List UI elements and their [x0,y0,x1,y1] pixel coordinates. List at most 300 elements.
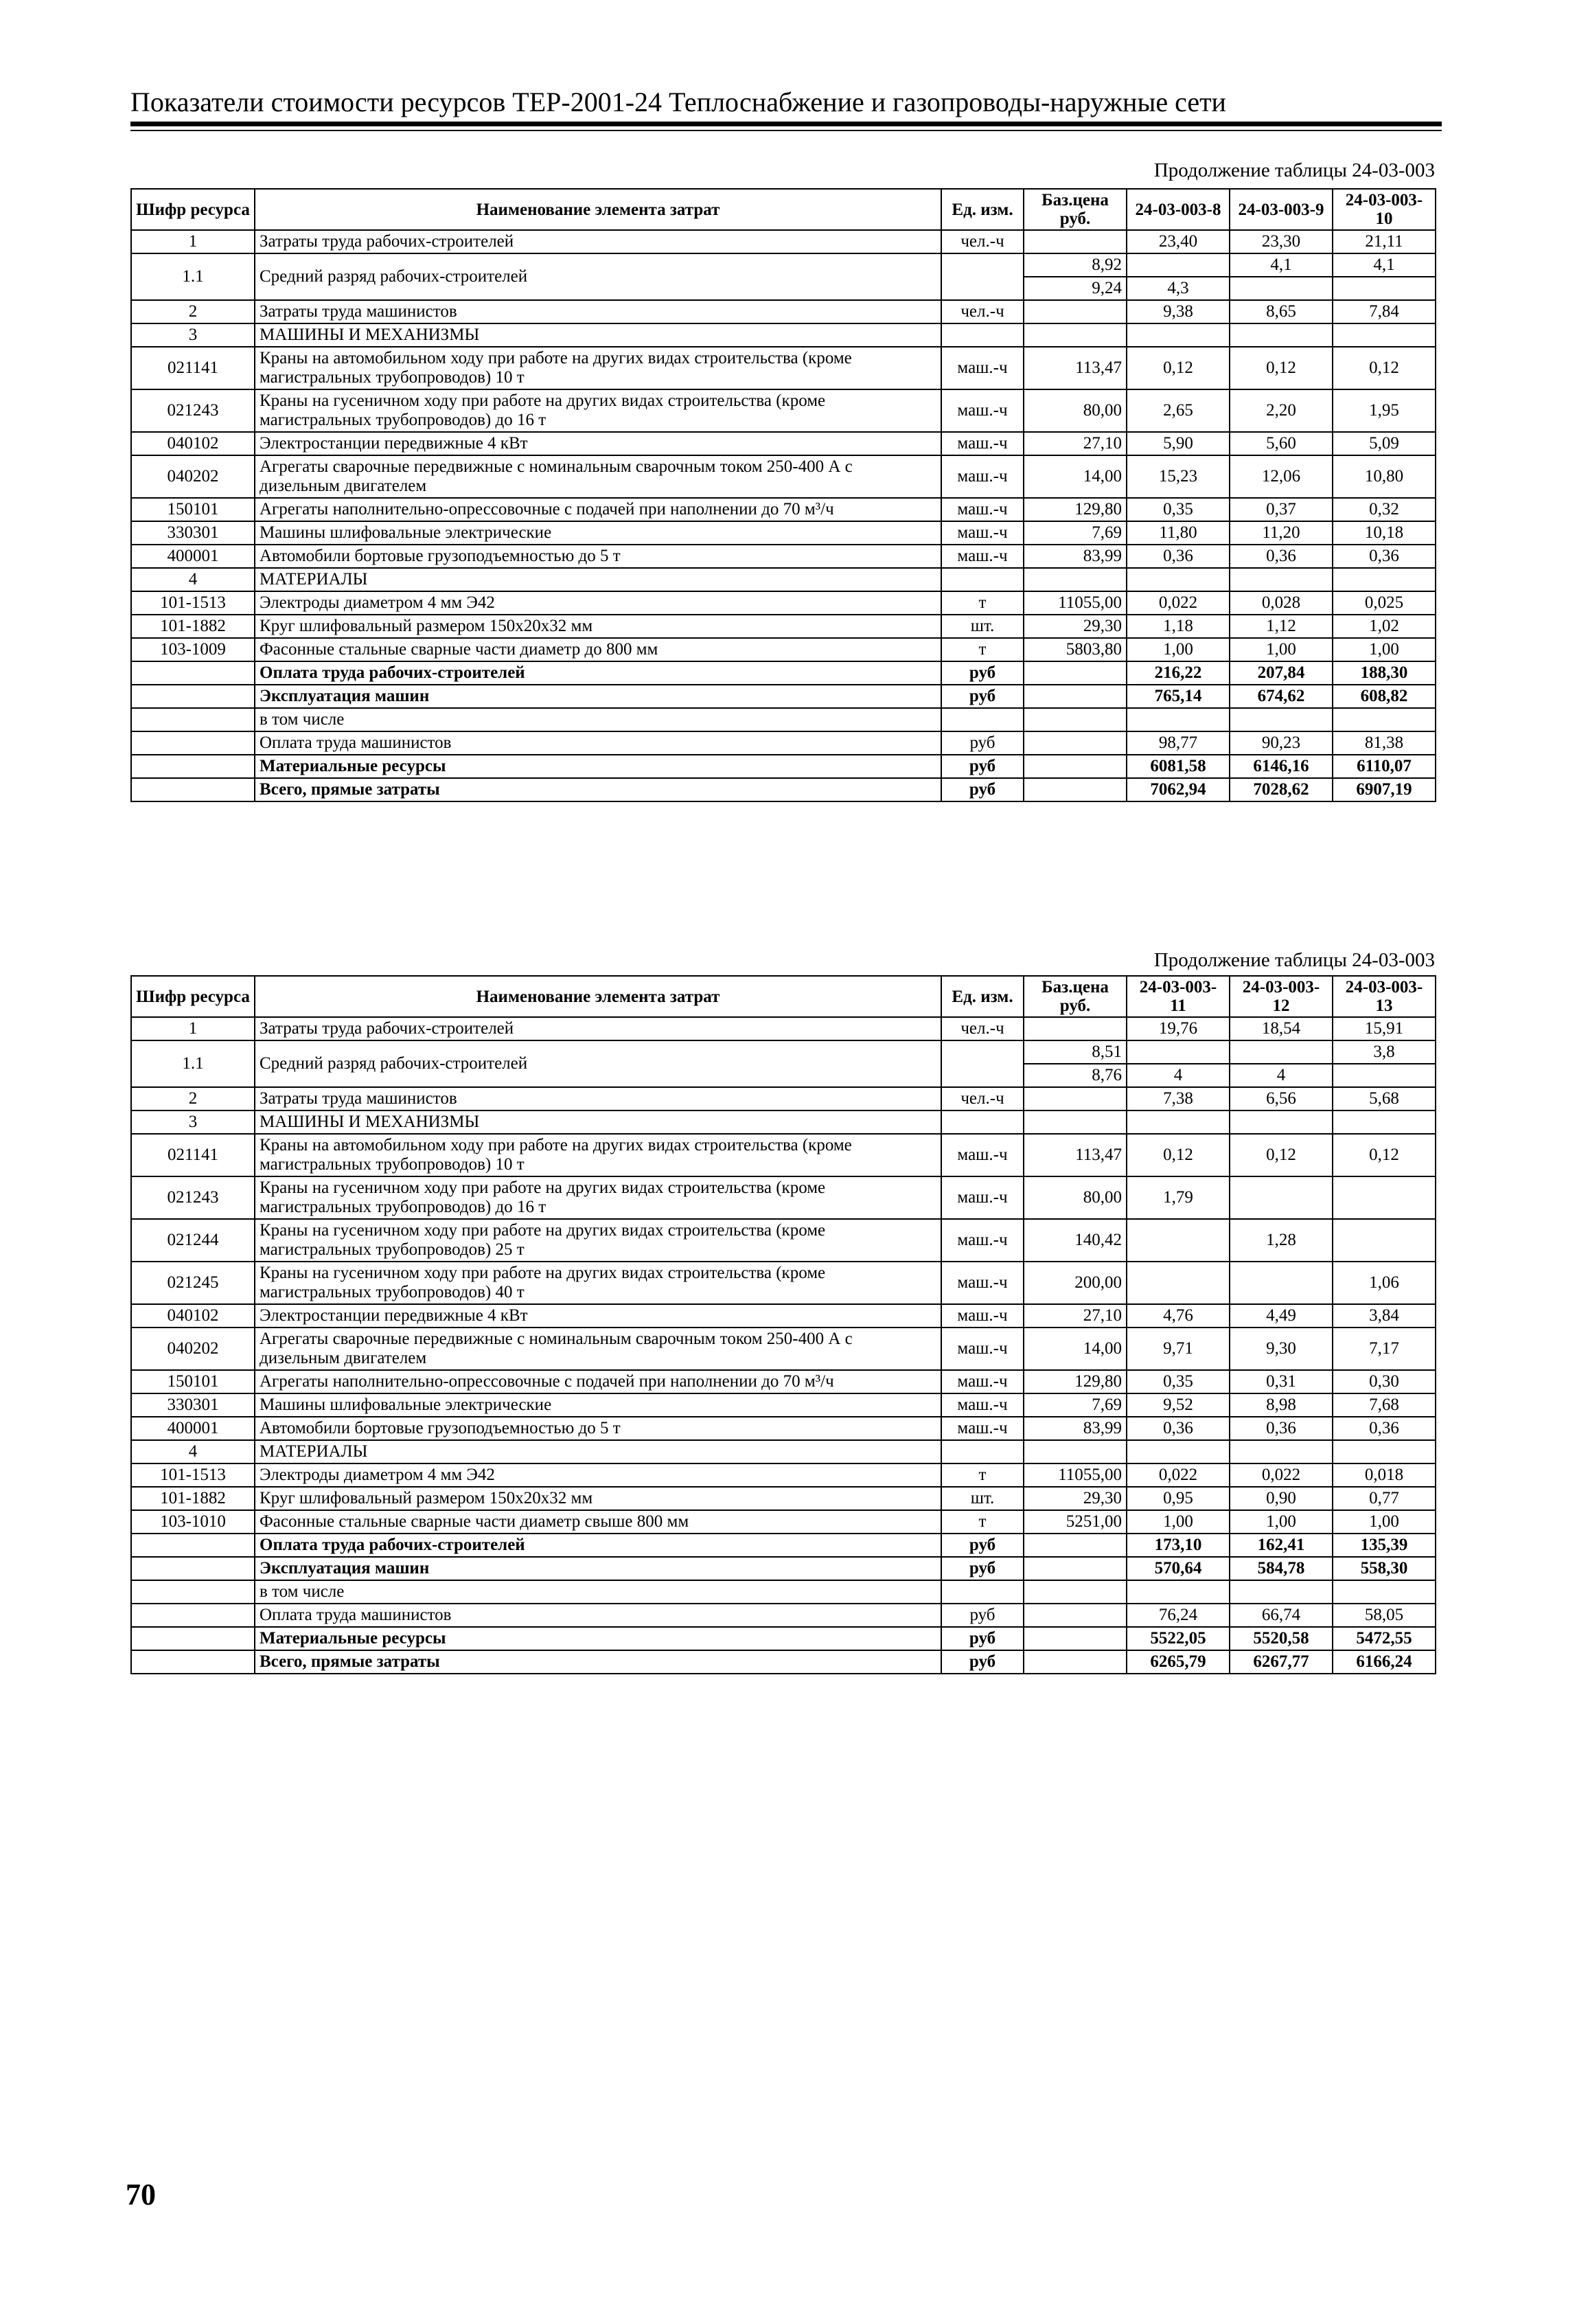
resource-code-cell: 2 [131,1087,255,1110]
value-cell: 19,76 [1127,1017,1230,1040]
value-cell: 8,65 [1230,300,1333,323]
value-cell: 6166,24 [1333,1650,1436,1674]
base-price-cell: 113,47 [1024,347,1127,389]
base-price-cell: 5803,80 [1024,638,1127,661]
table-row [131,661,1436,685]
table-row [131,455,1436,498]
value-cell: 558,30 [1333,1557,1436,1580]
cost-element-name-cell: Краны на гусеничном ходу при работе на других видах строительства (кроме магистральных трубопроводов) 25 т [255,1219,941,1262]
cost-element-name-cell: Электроды диаметром 4 мм Э42 [255,591,941,615]
value-cell: 7,84 [1333,300,1436,323]
unit-cell: т [941,1510,1024,1534]
value-cell: 5,68 [1333,1087,1436,1110]
value-cell: 4,1 [1230,253,1333,277]
base-price-cell: 11055,00 [1024,1463,1127,1487]
table-row [131,1370,1436,1393]
base-price-cell [1024,1580,1127,1604]
base-price-cell [1024,731,1127,755]
cost-element-name-cell: Средний разряд рабочих-строителей [255,1040,941,1087]
value-cell: 21,11 [1333,230,1436,253]
table-row [131,778,1436,801]
value-cell: 15,91 [1333,1017,1436,1040]
resource-code-cell: 400001 [131,545,255,568]
value-cell: 6267,77 [1230,1650,1333,1674]
resource-code-cell [131,1534,255,1557]
header-rule-thin [130,130,1442,131]
value-cell [1230,277,1333,300]
value-cell: 1,00 [1127,638,1230,661]
value-cell [1230,1110,1333,1134]
value-cell [1333,1176,1436,1219]
base-price-cell [1024,755,1127,778]
unit-cell: чел.-ч [941,1017,1024,1040]
unit-cell: маш.-ч [941,432,1024,455]
unit-cell: руб [941,731,1024,755]
value-cell: 0,12 [1230,1134,1333,1176]
cost-element-name-cell: Эксплуатация машин [255,685,941,708]
value-cell: 135,39 [1333,1534,1436,1557]
value-cell: 18,54 [1230,1017,1333,1040]
base-price-cell: 29,30 [1024,1487,1127,1510]
table-row [131,389,1436,432]
table-row [131,1262,1436,1304]
unit-cell: руб [941,661,1024,685]
unit-cell: маш.-ч [941,1417,1024,1440]
base-price-cell: 29,30 [1024,615,1127,638]
value-cell: 1,12 [1230,615,1333,638]
base-price-cell: 7,69 [1024,1393,1127,1417]
base-price-cell: 129,80 [1024,1370,1127,1393]
value-cell: 0,32 [1333,498,1436,521]
cost-element-name-cell: Краны на гусеничном ходу при работе на других видах строительства (кроме магистральных трубопроводов) до 16 т [255,389,941,432]
value-cell: 765,14 [1127,685,1230,708]
unit-cell: руб [941,1650,1024,1674]
unit-cell [941,1440,1024,1463]
value-cell: 9,71 [1127,1328,1230,1370]
base-price-cell [1024,685,1127,708]
table-row [131,1393,1436,1417]
value-cell: 0,36 [1230,545,1333,568]
value-cell: 7028,62 [1230,778,1333,801]
value-cell: 9,52 [1127,1393,1230,1417]
cost-element-name-cell: Затраты труда машинистов [255,1087,941,1110]
cost-element-name-cell: Машины шлифовальные электрические [255,521,941,545]
value-cell [1230,1580,1333,1604]
value-cell: 4,3 [1127,277,1230,300]
value-cell [1127,1440,1230,1463]
table-row [131,638,1436,661]
resource-code-cell [131,685,255,708]
resource-code-cell [131,708,255,731]
value-cell [1230,1440,1333,1463]
unit-cell: маш.-ч [941,545,1024,568]
resource-code-cell [131,778,255,801]
table-row [131,323,1436,347]
value-cell: 1,06 [1333,1262,1436,1304]
resource-code-cell: 021141 [131,1134,255,1176]
table-row [131,1040,1436,1064]
base-price-cell: 80,00 [1024,389,1127,432]
value-cell: 98,77 [1127,731,1230,755]
column-header: Баз.цена руб. [1024,976,1127,1017]
table-header-row [131,189,1436,230]
base-price-cell: 80,00 [1024,1176,1127,1219]
unit-cell [941,323,1024,347]
resource-code-cell: 103-1009 [131,638,255,661]
value-cell: 0,36 [1127,1417,1230,1440]
base-price-cell [1024,1627,1127,1650]
value-cell: 570,64 [1127,1557,1230,1580]
value-cell: 0,12 [1230,347,1333,389]
column-header: Баз.цена руб. [1024,189,1127,230]
resource-code-cell: 101-1513 [131,591,255,615]
value-cell: 6146,16 [1230,755,1333,778]
resource-code-cell: 1.1 [131,1040,255,1087]
cost-element-name-cell: Всего, прямые затраты [255,778,941,801]
table-row [131,1580,1436,1604]
cost-element-name-cell: МАШИНЫ И МЕХАНИЗМЫ [255,1110,941,1134]
unit-cell: т [941,638,1024,661]
resource-code-cell: 021245 [131,1262,255,1304]
cost-element-name-cell: Краны на гусеничном ходу при работе на других видах строительства (кроме магистральных трубопроводов) 40 т [255,1262,941,1304]
value-cell: 6907,19 [1333,778,1436,801]
base-price-cell [1024,708,1127,731]
table-row [131,568,1436,591]
cost-element-name-cell: Оплата труда рабочих-строителей [255,661,941,685]
value-cell [1127,568,1230,591]
value-cell: 0,022 [1127,591,1230,615]
unit-cell [941,253,1024,300]
value-cell: 90,23 [1230,731,1333,755]
base-price-cell: 14,00 [1024,1328,1127,1370]
value-cell: 0,028 [1230,591,1333,615]
value-cell: 674,62 [1230,685,1333,708]
base-price-cell [1024,1440,1127,1463]
value-cell [1333,323,1436,347]
resource-code-cell: 150101 [131,1370,255,1393]
unit-cell: маш.-ч [941,1176,1024,1219]
value-cell: 207,84 [1230,661,1333,685]
table-row [131,1510,1436,1534]
column-header: Наименование элемента затрат [255,189,941,230]
value-cell: 0,30 [1333,1370,1436,1393]
value-cell: 11,20 [1230,521,1333,545]
column-header: 24-03-003-13 [1333,976,1436,1017]
table-row [131,1604,1436,1627]
table-row [131,1304,1436,1328]
value-cell: 1,00 [1333,1510,1436,1534]
unit-cell: маш.-ч [941,498,1024,521]
column-header: Наименование элемента затрат [255,976,941,1017]
base-price-cell: 27,10 [1024,432,1127,455]
table-row [131,1110,1436,1134]
base-price-cell [1024,1087,1127,1110]
value-cell: 1,00 [1230,1510,1333,1534]
value-cell: 6110,07 [1333,755,1436,778]
table-row [131,1534,1436,1557]
value-cell: 608,82 [1333,685,1436,708]
value-cell: 9,30 [1230,1328,1333,1370]
value-cell: 2,20 [1230,389,1333,432]
value-cell: 0,018 [1333,1463,1436,1487]
value-cell: 9,38 [1127,300,1230,323]
table-row [131,521,1436,545]
value-cell: 0,36 [1333,545,1436,568]
cost-element-name-cell: Круг шлифовальный размером 150х20х32 мм [255,615,941,638]
value-cell: 0,025 [1333,591,1436,615]
unit-cell: маш.-ч [941,347,1024,389]
cost-element-name-cell: Средний разряд рабочих-строителей [255,253,941,300]
unit-cell [941,1110,1024,1134]
value-cell: 0,36 [1230,1417,1333,1440]
resource-code-cell [131,731,255,755]
value-cell: 4 [1127,1064,1230,1087]
value-cell: 5472,55 [1333,1627,1436,1650]
value-cell [1127,1580,1230,1604]
base-price-cell [1024,1017,1127,1040]
base-price-cell: 83,99 [1024,1417,1127,1440]
cost-element-name-cell: Затраты труда рабочих-строителей [255,1017,941,1040]
base-price-cell: 113,47 [1024,1134,1127,1176]
value-cell: 7062,94 [1127,778,1230,801]
value-cell: 1,00 [1230,638,1333,661]
unit-cell: руб [941,1604,1024,1627]
value-cell: 66,74 [1230,1604,1333,1627]
resource-code-cell: 040202 [131,1328,255,1370]
value-cell: 162,41 [1230,1534,1333,1557]
resource-table-2 [130,975,1436,1674]
base-price-cell: 200,00 [1024,1262,1127,1304]
value-cell: 0,37 [1230,498,1333,521]
resource-code-cell: 400001 [131,1417,255,1440]
value-cell [1127,1262,1230,1304]
resource-table-1 [130,188,1436,802]
table-row [131,615,1436,638]
unit-cell: маш.-ч [941,1328,1024,1370]
base-price-cell [1024,1110,1127,1134]
table-row [131,685,1436,708]
resource-code-cell: 330301 [131,1393,255,1417]
table-row [131,1134,1436,1176]
table-2-continuation: Продолжение таблицы 24-03-003 [1153,949,1435,971]
value-cell: 0,36 [1127,545,1230,568]
value-cell: 216,22 [1127,661,1230,685]
resource-code-cell: 040202 [131,455,255,498]
value-cell: 10,80 [1333,455,1436,498]
value-cell: 0,35 [1127,498,1230,521]
base-price-cell: 83,99 [1024,545,1127,568]
value-cell [1333,277,1436,300]
value-cell: 0,90 [1230,1487,1333,1510]
page-header [130,86,1442,131]
cost-element-name-cell: Всего, прямые затраты [255,1650,941,1674]
cost-element-name-cell: Материальные ресурсы [255,1627,941,1650]
table-row [131,1463,1436,1487]
cost-element-name-cell: Электростанции передвижные 4 кВт [255,1304,941,1328]
value-cell: 0,12 [1333,1134,1436,1176]
value-cell [1333,568,1436,591]
table-row [131,347,1436,389]
cost-element-name-cell: Машины шлифовальные электрические [255,1393,941,1417]
value-cell: 0,95 [1127,1487,1230,1510]
table-row [131,1650,1436,1674]
value-cell [1127,708,1230,731]
resource-code-cell: 040102 [131,1304,255,1328]
table-row [131,591,1436,615]
value-cell: 76,24 [1127,1604,1230,1627]
value-cell: 6265,79 [1127,1650,1230,1674]
header-rule [130,122,1442,126]
value-cell: 11,80 [1127,521,1230,545]
value-cell [1127,1110,1230,1134]
base-price-cell [1024,568,1127,591]
resource-code-cell: 330301 [131,521,255,545]
value-cell [1230,708,1333,731]
value-cell: 2,65 [1127,389,1230,432]
column-header: Ед. изм. [941,189,1024,230]
base-price-cell: 5251,00 [1024,1510,1127,1534]
resource-code-cell: 021243 [131,1176,255,1219]
page-number: 70 [126,2178,156,2211]
unit-cell: маш.-ч [941,1262,1024,1304]
base-price-cell [1024,1557,1127,1580]
value-cell [1230,1176,1333,1219]
value-cell: 5522,05 [1127,1627,1230,1650]
unit-cell [941,1580,1024,1604]
value-cell: 188,30 [1333,661,1436,685]
value-cell [1127,1219,1230,1262]
value-cell: 0,77 [1333,1487,1436,1510]
value-cell [1333,708,1436,731]
table-row [131,731,1436,755]
base-price-cell: 140,42 [1024,1219,1127,1262]
value-cell: 1,95 [1333,389,1436,432]
table-row [131,1176,1436,1219]
unit-cell: шт. [941,615,1024,638]
unit-cell: шт. [941,1487,1024,1510]
base-price-cell: 27,10 [1024,1304,1127,1328]
cost-element-name-cell: Оплата труда машинистов [255,1604,941,1627]
cost-element-name-cell: Автомобили бортовые грузоподъемностью до 5 т [255,545,941,568]
resource-code-cell: 021141 [131,347,255,389]
value-cell: 12,06 [1230,455,1333,498]
value-cell: 584,78 [1230,1557,1333,1580]
cost-element-name-cell: Фасонные стальные сварные части диаметр до 800 мм [255,638,941,661]
unit-cell: маш.-ч [941,1393,1024,1417]
cost-element-name-cell: Автомобили бортовые грузоподъемностью до 5 т [255,1417,941,1440]
table-row [131,498,1436,521]
base-price-cell [1024,323,1127,347]
resource-code-cell: 3 [131,1110,255,1134]
cost-element-name-cell: МАТЕРИАЛЫ [255,1440,941,1463]
base-price-cell [1024,300,1127,323]
resource-code-cell [131,755,255,778]
resource-code-cell [131,1580,255,1604]
resource-code-cell: 101-1513 [131,1463,255,1487]
value-cell: 8,98 [1230,1393,1333,1417]
value-cell [1230,568,1333,591]
value-cell: 0,35 [1127,1370,1230,1393]
resource-code-cell: 101-1882 [131,1487,255,1510]
unit-cell [941,568,1024,591]
value-cell [1333,1110,1436,1134]
unit-cell [941,708,1024,731]
base-price-cell: 11055,00 [1024,591,1127,615]
value-cell: 5,60 [1230,432,1333,455]
value-cell [1230,1262,1333,1304]
base-price-cell: 7,69 [1024,521,1127,545]
table-row [131,1417,1436,1440]
resource-code-cell: 1 [131,1017,255,1040]
unit-cell: маш.-ч [941,1304,1024,1328]
value-cell: 1,00 [1127,1510,1230,1534]
unit-cell: маш.-ч [941,455,1024,498]
value-cell: 81,38 [1333,731,1436,755]
cost-element-name-cell: Фасонные стальные сварные части диаметр свыше 800 мм [255,1510,941,1534]
resource-code-cell [131,1557,255,1580]
table-1-continuation: Продолжение таблицы 24-03-003 [1153,159,1435,181]
resource-code-cell: 2 [131,300,255,323]
table-row [131,1328,1436,1370]
column-header: 24-03-003-10 [1333,189,1436,230]
base-price-cell: 8,51 [1024,1040,1127,1064]
resource-code-cell [131,1650,255,1674]
resource-code-cell: 021243 [131,389,255,432]
unit-cell: руб [941,685,1024,708]
value-cell: 6,56 [1230,1087,1333,1110]
unit-cell: маш.-ч [941,1134,1024,1176]
table-row [131,1087,1436,1110]
cost-element-name-cell: Электростанции передвижные 4 кВт [255,432,941,455]
table-header-row [131,976,1436,1017]
value-cell [1333,1064,1436,1087]
value-cell: 23,40 [1127,230,1230,253]
base-price-cell [1024,1534,1127,1557]
cost-element-name-cell: Агрегаты наполнительно-опрессовочные с подачей при наполнении до 70 м³/ч [255,498,941,521]
cost-element-name-cell: Краны на автомобильном ходу при работе на других видах строительства (кроме магистральных трубопроводов) 10 т [255,1134,941,1176]
table-row [131,1627,1436,1650]
base-price-cell [1024,778,1127,801]
base-price-cell [1024,230,1127,253]
unit-cell: маш.-ч [941,1219,1024,1262]
value-cell: 0,022 [1127,1463,1230,1487]
unit-cell: т [941,591,1024,615]
table-row [131,1557,1436,1580]
value-cell: 5520,58 [1230,1627,1333,1650]
resource-code-cell: 103-1010 [131,1510,255,1534]
cost-element-name-cell: Агрегаты сварочные передвижные с номинальным сварочным током 250-400 А с дизельным двигателем [255,1328,941,1370]
cost-element-name-cell: в том числе [255,1580,941,1604]
cost-element-name-cell: Оплата труда машинистов [255,731,941,755]
value-cell [1333,1440,1436,1463]
base-price-cell: 129,80 [1024,498,1127,521]
unit-cell: маш.-ч [941,389,1024,432]
base-price-cell: 8,92 [1024,253,1127,277]
unit-cell: руб [941,1557,1024,1580]
column-header: 24-03-003-8 [1127,189,1230,230]
unit-cell: руб [941,755,1024,778]
value-cell: 4 [1230,1064,1333,1087]
resource-code-cell: 1 [131,230,255,253]
table-row [131,708,1436,731]
value-cell: 0,31 [1230,1370,1333,1393]
cost-element-name-cell: Краны на автомобильном ходу при работе на других видах строительства (кроме магистральных трубопроводов) 10 т [255,347,941,389]
unit-cell: руб [941,1627,1024,1650]
column-header: 24-03-003-9 [1230,189,1333,230]
cost-element-name-cell: Затраты труда рабочих-строителей [255,230,941,253]
unit-cell [941,1040,1024,1087]
cost-element-name-cell: Эксплуатация машин [255,1557,941,1580]
